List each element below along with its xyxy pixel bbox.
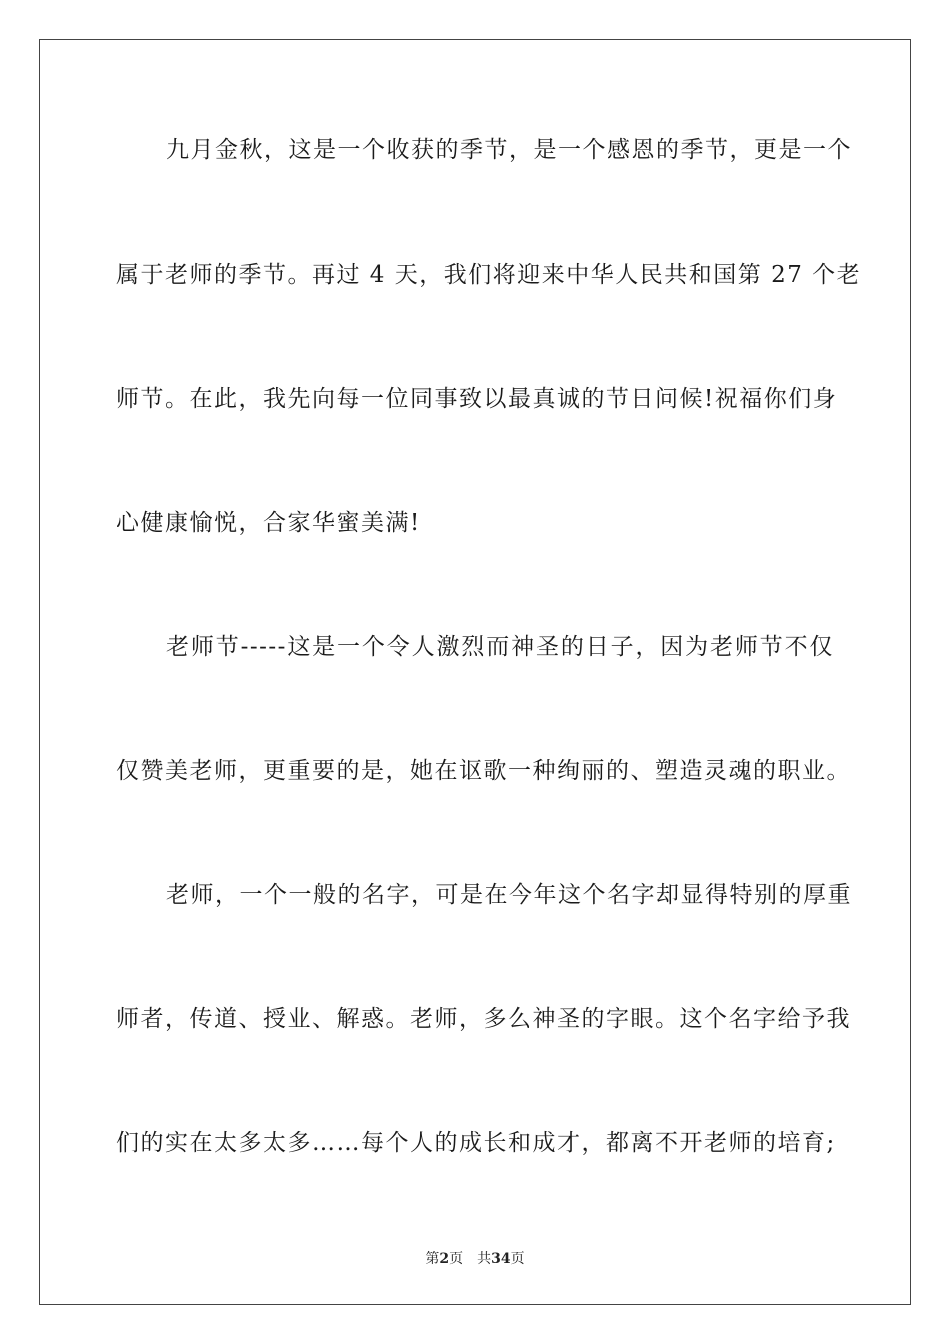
footer-total-pages: 34 xyxy=(491,1251,511,1267)
page-footer xyxy=(0,1248,950,1268)
paragraph-line: 老师节-----这是一个令人激烈而神圣的日子，因为老师节不仅 xyxy=(166,634,834,660)
footer-page-prefix: 第 xyxy=(425,1251,440,1267)
footer-total-suffix: 页 xyxy=(510,1251,525,1267)
paragraph-line: 九月金秋，这是一个收获的季节，是一个感恩的季节，更是一个 xyxy=(166,137,852,163)
paragraph-line: 师者，传道、授业、解惑。老师，多么神圣的字眼。这个名字给予我 xyxy=(116,1006,851,1032)
page-border xyxy=(39,39,911,1305)
paragraph-line: 属于老师的季节。再过 4 天，我们将迎来中华人民共和国第 27 个老 xyxy=(116,262,862,288)
footer-page-number: 2 xyxy=(439,1251,450,1267)
paragraph-line: 心健康愉悦，合家华蜜美满! xyxy=(116,510,421,536)
paragraph-line: 们的实在太多太多……每个人的成长和成才，都离不开老师的培育; xyxy=(116,1130,836,1156)
paragraph-line: 师节。在此，我先向每一位同事致以最真诚的节日问候!祝福你们身 xyxy=(116,386,838,412)
footer-total-prefix: 共 xyxy=(477,1251,492,1267)
paragraph-line: 老师，一个一般的名字，可是在今年这个名字却显得特别的厚重 xyxy=(166,882,852,908)
footer-page-suffix: 页 xyxy=(449,1251,464,1267)
paragraph-line: 仅赞美老师，更重要的是，她在讴歌一种绚丽的、塑造灵魂的职业。 xyxy=(116,758,851,784)
